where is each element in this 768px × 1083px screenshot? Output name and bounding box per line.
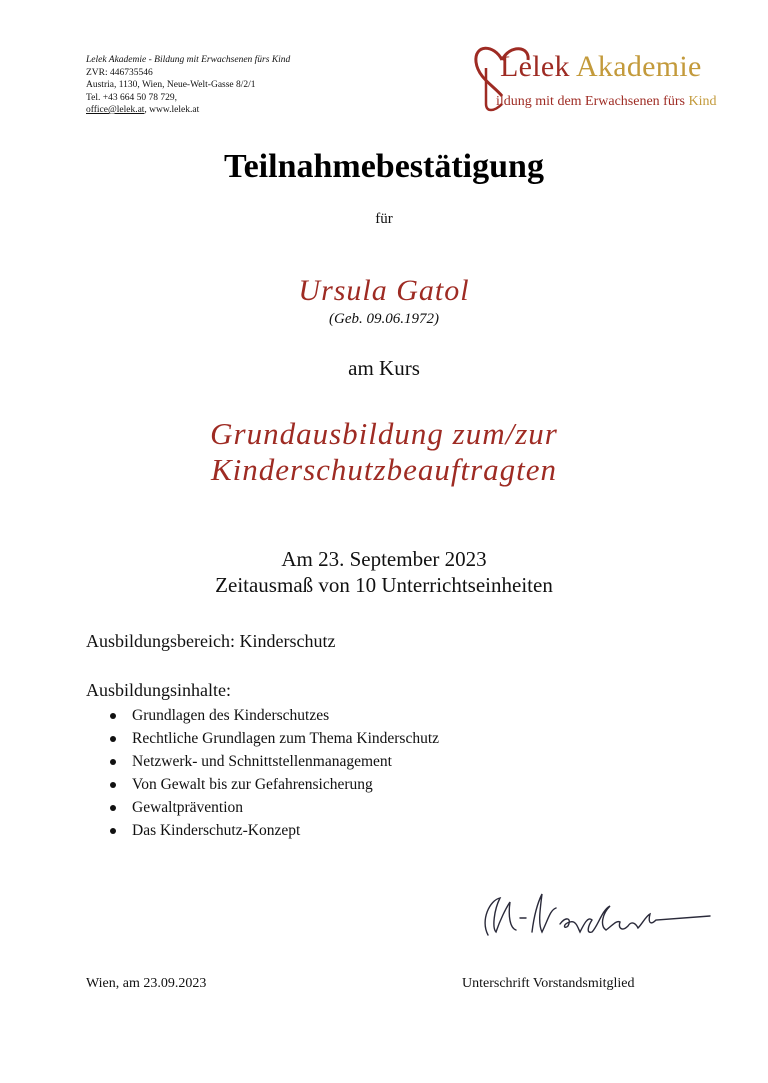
telephone: Tel. +43 664 50 78 729,: [86, 92, 177, 103]
address: Austria, 1130, Wien, Neue-Welt-Gasse 8/2/1: [86, 80, 256, 90]
fuer-label: für: [375, 211, 393, 227]
org-line: Lelek Akademie - Bildung mit Erwachsenen fürs Kind: [86, 55, 291, 65]
bullet-icon: [110, 759, 116, 765]
logo-title: [500, 50, 702, 84]
bullet-icon: [110, 713, 116, 719]
am-kurs-label: am Kurs: [348, 356, 420, 380]
contact-block: [86, 54, 290, 117]
bullet-icon: [110, 828, 116, 834]
list-item: Das Kinderschutz-Konzept: [110, 819, 439, 842]
list-item: Von Gewalt bis zur Gefahrensicherung: [110, 773, 439, 796]
signature-label: Unterschrift Vorstandsmitglied: [462, 976, 635, 991]
bullet-icon: [110, 736, 116, 742]
zvr-number: ZVR: 446735546: [86, 67, 153, 78]
email-link[interactable]: office@lelek.at: [86, 105, 145, 115]
training-area: Ausbildungsbereich: Kinderschutz: [86, 631, 336, 651]
list-item: Grundlagen des Kinderschutzes: [110, 704, 439, 727]
course-line-2: Kinderschutzbeauftragten: [210, 452, 558, 487]
participant-name: Ursula Gatol: [298, 274, 470, 307]
handwritten-signature: [470, 880, 720, 965]
website: , www.lelek.at: [144, 105, 200, 115]
document-title: Teilnahmebestätigung: [224, 148, 544, 185]
course-duration: Zeitausmaß von 10 Unterrichtseinheiten: [215, 573, 553, 597]
course-line-1: Grundausbildung zum/zur: [210, 416, 558, 451]
training-contents-label: Ausbildungsinhalte:: [86, 680, 231, 700]
bullet-icon: [110, 805, 116, 811]
course-title: [0, 416, 768, 488]
list-item: Gewaltprävention: [110, 796, 439, 819]
logo-tagline-kind: Kind: [688, 94, 717, 109]
place-and-date: Wien, am 23.09.2023: [86, 976, 207, 991]
course-date-block: [0, 546, 768, 598]
list-item: Netzwerk- und Schnittstellenmanagement: [110, 750, 439, 773]
logo-tagline-main: ildung mit dem Erwachsenen fürs: [496, 94, 685, 109]
training-contents-list: [110, 704, 439, 842]
list-item: Rechtliche Grundlagen zum Thema Kinderschutz: [110, 727, 439, 750]
email-web-line: [86, 104, 290, 117]
course-date: Am 23. September 2023: [281, 547, 487, 571]
logo-tagline: [496, 94, 716, 110]
logo-word-akademie: Akademie: [575, 50, 702, 83]
lelek-logo: [472, 38, 722, 120]
bullet-icon: [110, 782, 116, 788]
birth-date: (Geb. 09.06.1972): [329, 311, 439, 327]
logo-word-lelek: Lelek: [500, 50, 570, 83]
